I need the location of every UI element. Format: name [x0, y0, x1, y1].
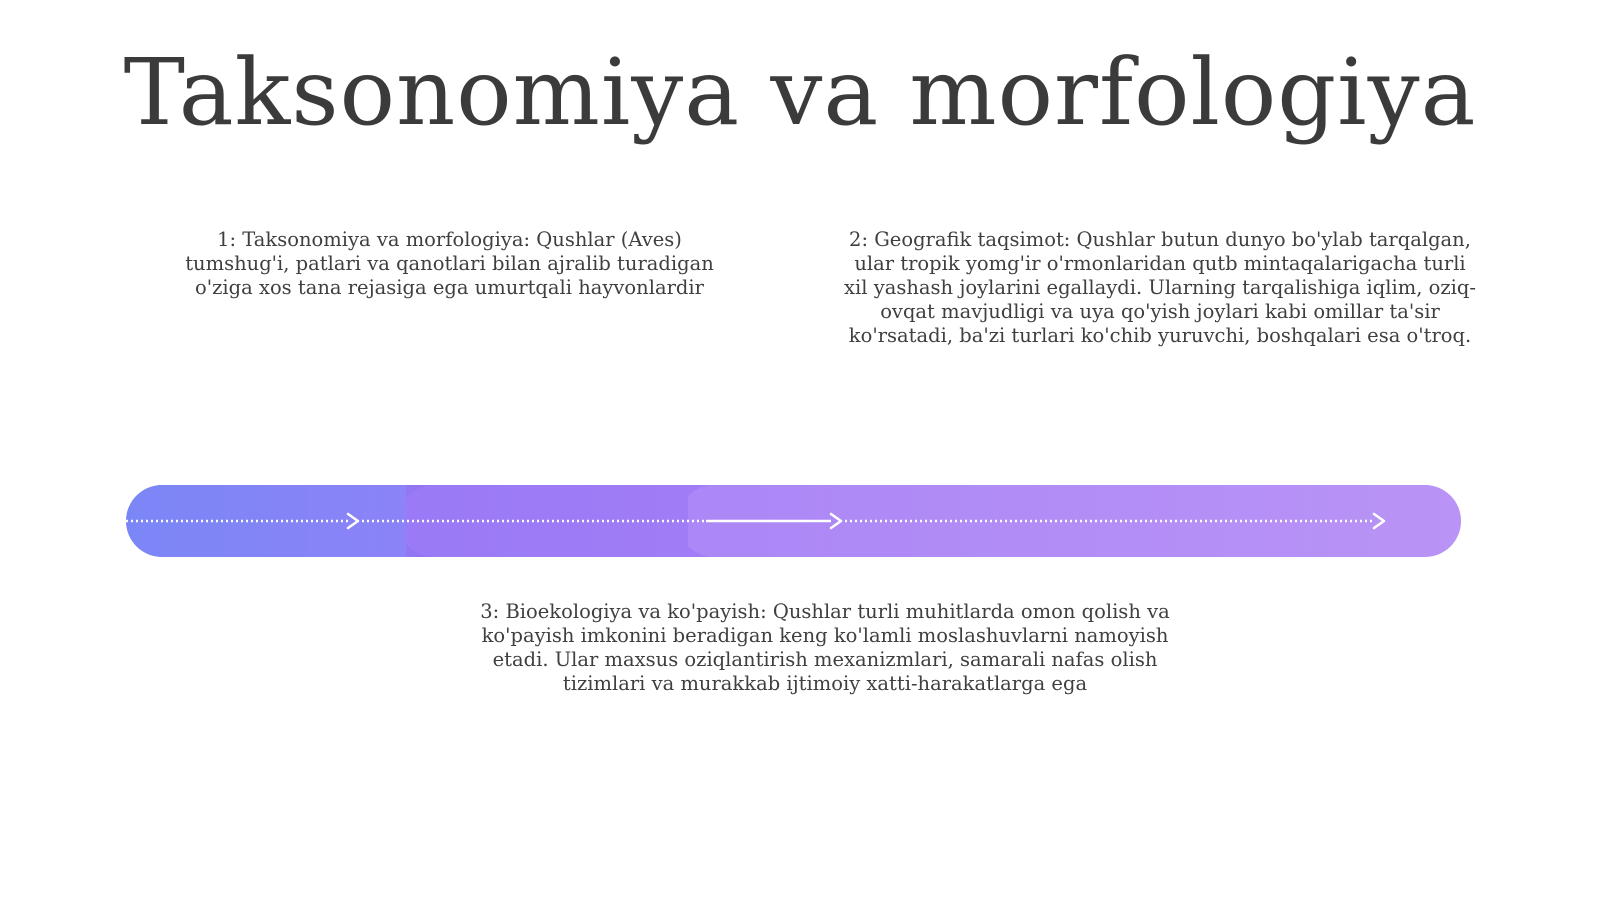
stage-1-description: 1: Taksonomiya va morfologiya: Qushlar (Aves) tumshug'i, patlari va qanotlari bilan ajralib turadigan o'ziga xos tana rejasiga ega umurtqali hayvonlardir	[185, 228, 714, 299]
stage-2-description: 2: Geografik taqsimot: Qushlar butun dunyo bo'ylab tarqalgan, ular tropik yomg'ir o'rmonlaridan qutb mintaqalarigacha turli xil yashash joylarini egallaydi. Ularning tarqalishiga iqlim, oziq-ovqat mavjudligi va uya qo'yish joylari kabi omillar ta'sir ko'rsatadi, ba'zi turlari ko'chib yuruvchi, boshqalari esa o'troq.	[844, 228, 1476, 347]
timeline-bar	[126, 485, 1461, 557]
arrow-right-icon	[831, 514, 841, 528]
arrow-right-icon	[1374, 514, 1384, 528]
slide-title: Taksonomiya va morfologiya	[123, 39, 1477, 146]
arrow-right-icon	[348, 514, 358, 528]
timeline-track	[126, 485, 1461, 557]
stage-3-description: 3: Bioekologiya va ko'payish: Qushlar turli muhitlarda omon qolish va ko'payish imkonini beradigan keng ko'lamli moslashuvlarni namoyish etadi. Ular maxsus oziqlantirish mexanizmlari, samarali nafas olish tizimlari va murakkab ijtimoiy xatti-harakatlarga ega	[480, 600, 1170, 695]
